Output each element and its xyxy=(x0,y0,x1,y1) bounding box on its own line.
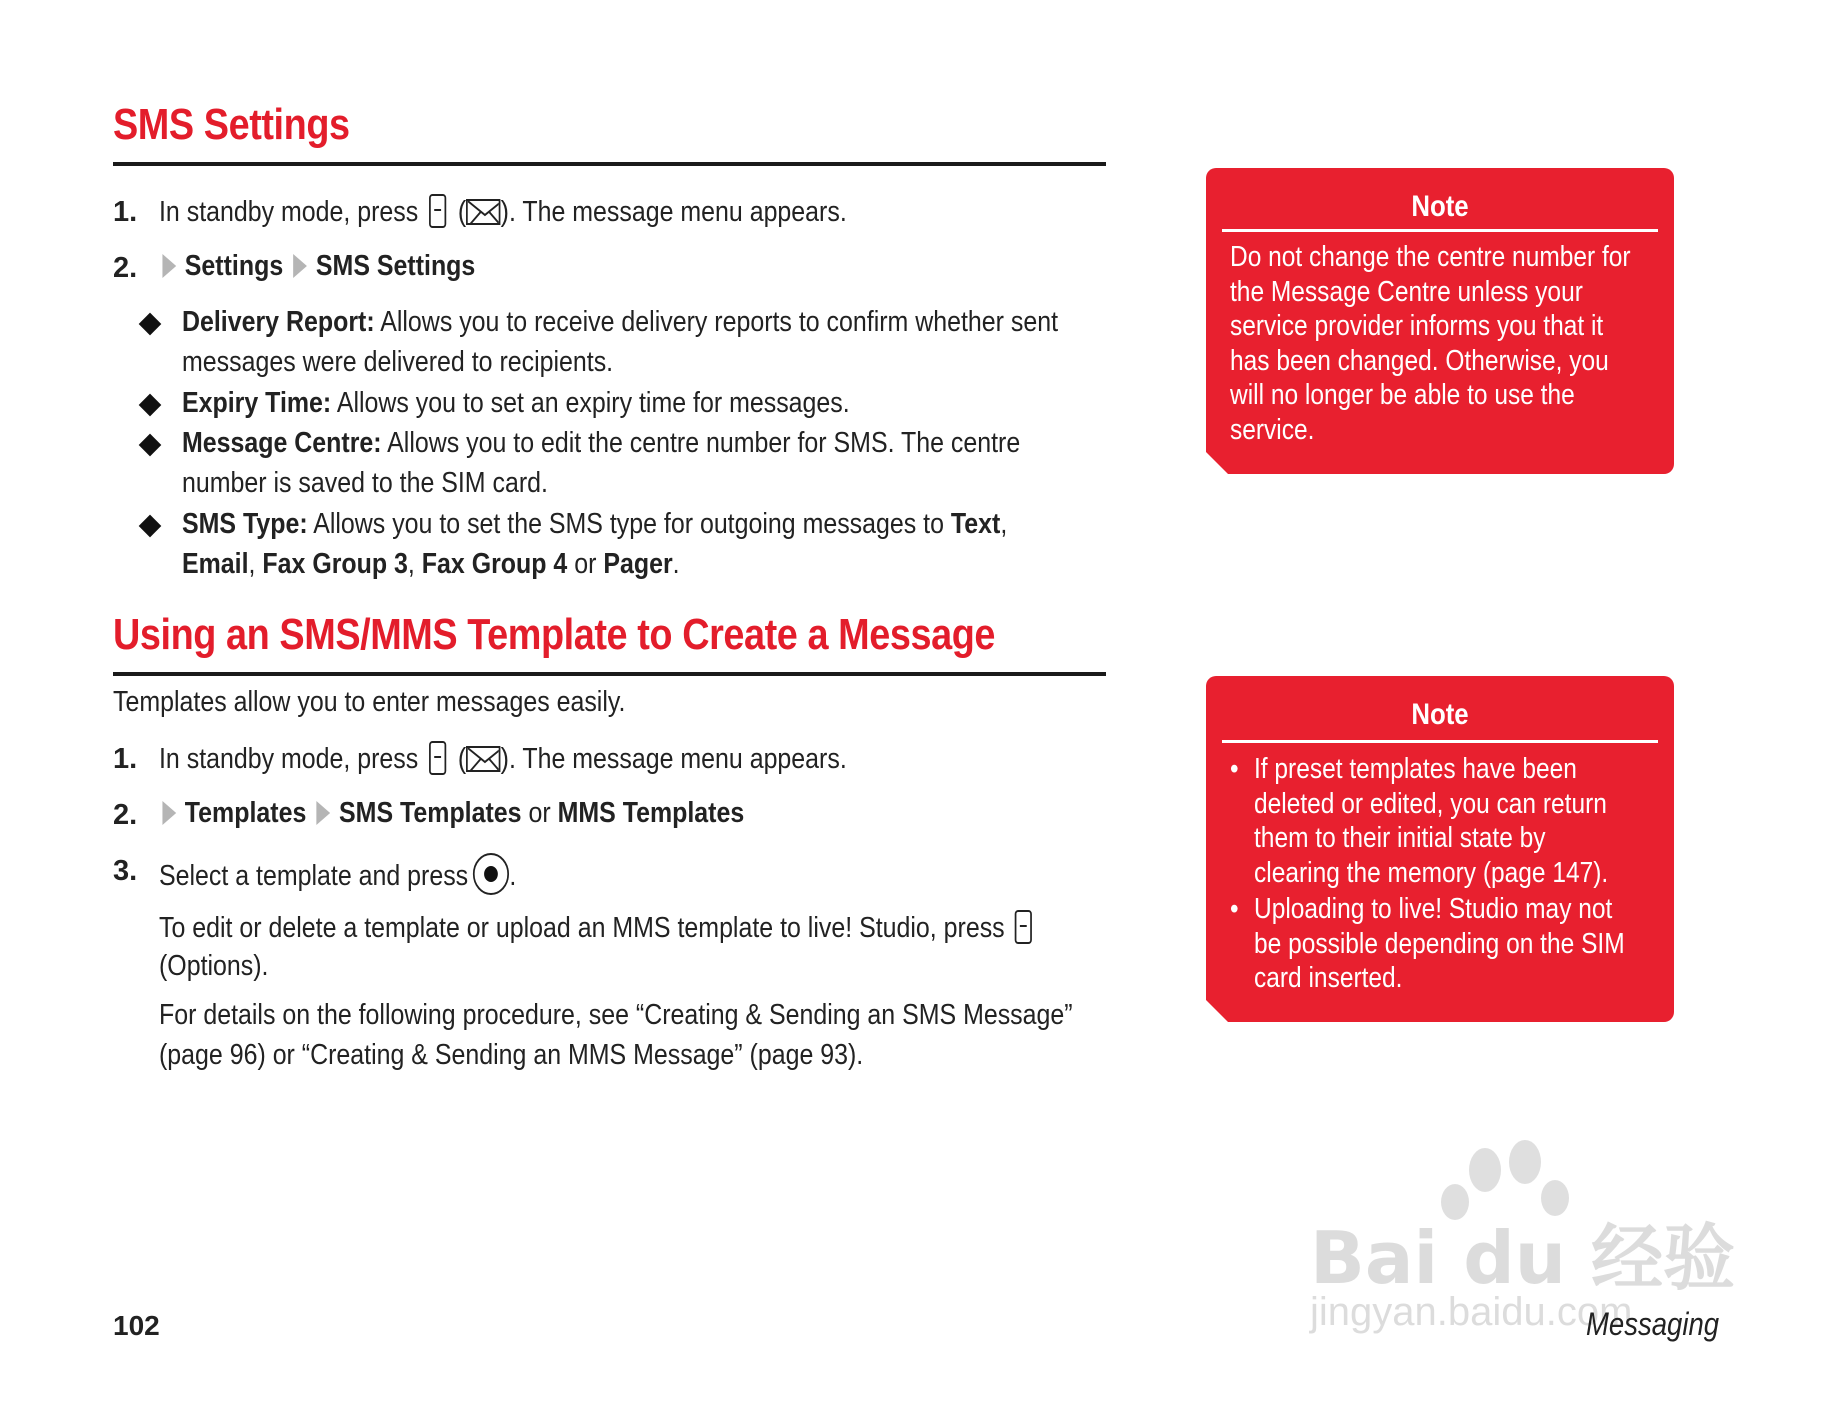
paren: ( xyxy=(457,196,467,228)
note-line: has been changed. Otherwise, you xyxy=(1230,344,1609,377)
bullet-text: Allows you to edit the centre number for SMS. The centre xyxy=(387,427,1021,459)
note-line: service provider informs you that it xyxy=(1230,310,1604,342)
paragraph-options-cont: (Options). xyxy=(159,950,269,982)
bullet-continuation: messages were delivered to recipients. xyxy=(182,346,614,378)
arrow-right-icon xyxy=(317,801,331,825)
note-line: clearing the memory (page 147). xyxy=(1254,856,1609,889)
title-rule xyxy=(113,672,1106,676)
envelope-icon xyxy=(466,199,500,225)
step-text: Select a template and press xyxy=(159,860,469,892)
comma: , xyxy=(248,548,256,580)
section-title-sms-settings: SMS Settings xyxy=(113,100,350,149)
soft-key-icon xyxy=(429,741,446,775)
section-name: Messaging xyxy=(1586,1306,1720,1342)
note-corner xyxy=(1206,452,1228,474)
option-fax-group-3: Fax Group 3 xyxy=(262,548,408,580)
step-1-text xyxy=(159,194,847,229)
watermark-line1: Bai du 经验 xyxy=(1310,1216,1736,1300)
menu-templates: Templates xyxy=(184,797,307,829)
or-text: or xyxy=(528,797,551,829)
menu-sms-templates: SMS Templates xyxy=(339,797,522,829)
bullet-diamond-icon xyxy=(139,515,162,538)
page-number: 102 xyxy=(113,1310,160,1341)
comma: , xyxy=(407,548,415,580)
bullet-diamond-icon xyxy=(139,394,162,417)
arrow-right-icon xyxy=(162,254,176,278)
period: . xyxy=(672,548,680,580)
option-email: Email xyxy=(182,548,249,580)
step-number: 2. xyxy=(113,799,138,831)
note-line: the Message Centre unless your xyxy=(1230,275,1583,308)
bullet-diamond-icon xyxy=(139,313,162,336)
note-line: them to their initial state by xyxy=(1254,822,1546,854)
step-number: 1. xyxy=(113,196,138,228)
envelope-icon xyxy=(466,746,500,772)
step-2-path xyxy=(159,250,475,283)
bullet-term: Expiry Time: xyxy=(182,387,332,419)
step-1-text xyxy=(159,741,847,776)
note-box xyxy=(1206,676,1674,1022)
note-line: deleted or edited, you can return xyxy=(1254,787,1607,820)
title-rule xyxy=(113,162,1106,166)
comma: , xyxy=(1000,508,1008,540)
soft-key-icon xyxy=(1015,910,1032,944)
note-rule xyxy=(1222,229,1658,232)
note-text xyxy=(1230,240,1631,447)
note-corner xyxy=(1206,1000,1228,1022)
note-line: If preset templates have been xyxy=(1254,753,1577,785)
bullet-diamond-icon xyxy=(139,434,162,457)
bullet-text: Allows you to set an expiry time for messages. xyxy=(336,387,850,419)
note-box xyxy=(1206,168,1674,474)
note-line: will no longer be able to use the xyxy=(1230,379,1575,411)
paragraph-options xyxy=(159,910,1037,945)
soft-key-icon xyxy=(429,194,446,228)
note-bullet-marker: • xyxy=(1230,753,1239,785)
step-number: 3. xyxy=(113,855,138,887)
note-bullet-marker: • xyxy=(1230,893,1239,925)
period: . xyxy=(509,860,517,892)
paragraph-text: To edit or delete a template or upload an MMS template to live! Studio, press xyxy=(159,912,1005,944)
bullet-term: SMS Type: xyxy=(182,508,308,540)
paragraph-details: For details on the following procedure, see “Creating & Sending an SMS Message” xyxy=(159,999,1073,1031)
note-bullet-1 xyxy=(1254,752,1608,890)
or-text: or xyxy=(574,548,597,580)
note-bullet-2 xyxy=(1254,892,1625,996)
arrow-right-icon xyxy=(294,254,308,278)
note-title: Note xyxy=(1411,698,1469,731)
note-line: Do not change the centre number for xyxy=(1230,241,1631,273)
paragraph-details-cont: (page 96) or “Creating & Sending an MMS Message” (page 93). xyxy=(159,1039,864,1071)
note-rule xyxy=(1222,740,1658,743)
bullet-expiry-time xyxy=(182,387,850,420)
option-text: Text xyxy=(950,508,1001,540)
section-title-templates: Using an SMS/MMS Template to Create a Message xyxy=(113,610,996,659)
step-2-path xyxy=(159,797,744,830)
bullet-term: Message Centre: xyxy=(182,427,382,459)
menu-mms-templates: MMS Templates xyxy=(557,797,745,829)
bullet-sms-type-cont xyxy=(182,548,680,581)
step-number: 1. xyxy=(113,743,138,775)
step-number: 2. xyxy=(113,252,138,284)
step-text: In standby mode, press xyxy=(159,196,419,228)
step-text-post: ). The message menu appears. xyxy=(500,196,847,228)
option-pager: Pager xyxy=(603,548,673,580)
step-3-text xyxy=(159,853,516,895)
option-fax-group-4: Fax Group 4 xyxy=(421,548,568,580)
note-line: be possible depending on the SIM xyxy=(1254,927,1625,960)
step-text-post: ). The message menu appears. xyxy=(500,743,847,775)
bullet-sms-type xyxy=(182,508,1007,541)
bullet-message-centre xyxy=(182,427,1020,460)
note-line: Uploading to live! Studio may not xyxy=(1254,893,1613,925)
menu-settings: Settings xyxy=(184,250,284,282)
bullet-continuation: number is saved to the SIM card. xyxy=(182,467,548,499)
section-intro: Templates allow you to enter messages easily. xyxy=(113,686,626,718)
paren: ( xyxy=(457,743,467,775)
bullet-text: Allows you to set the SMS type for outgoing messages to xyxy=(313,508,944,540)
bullet-delivery-report xyxy=(182,306,1058,339)
note-line: card inserted. xyxy=(1254,962,1403,994)
watermark-line2: jingyan.baidu.com xyxy=(1310,1290,1633,1334)
bullet-term: Delivery Report: xyxy=(182,306,375,338)
center-key-icon xyxy=(473,853,509,895)
menu-sms-settings: SMS Settings xyxy=(315,250,476,282)
note-line: service. xyxy=(1230,413,1315,446)
arrow-right-icon xyxy=(162,801,176,825)
note-title: Note xyxy=(1411,190,1469,223)
bullet-text: Allows you to receive delivery reports to confirm whether sent xyxy=(380,306,1059,338)
step-text: In standby mode, press xyxy=(159,743,419,775)
